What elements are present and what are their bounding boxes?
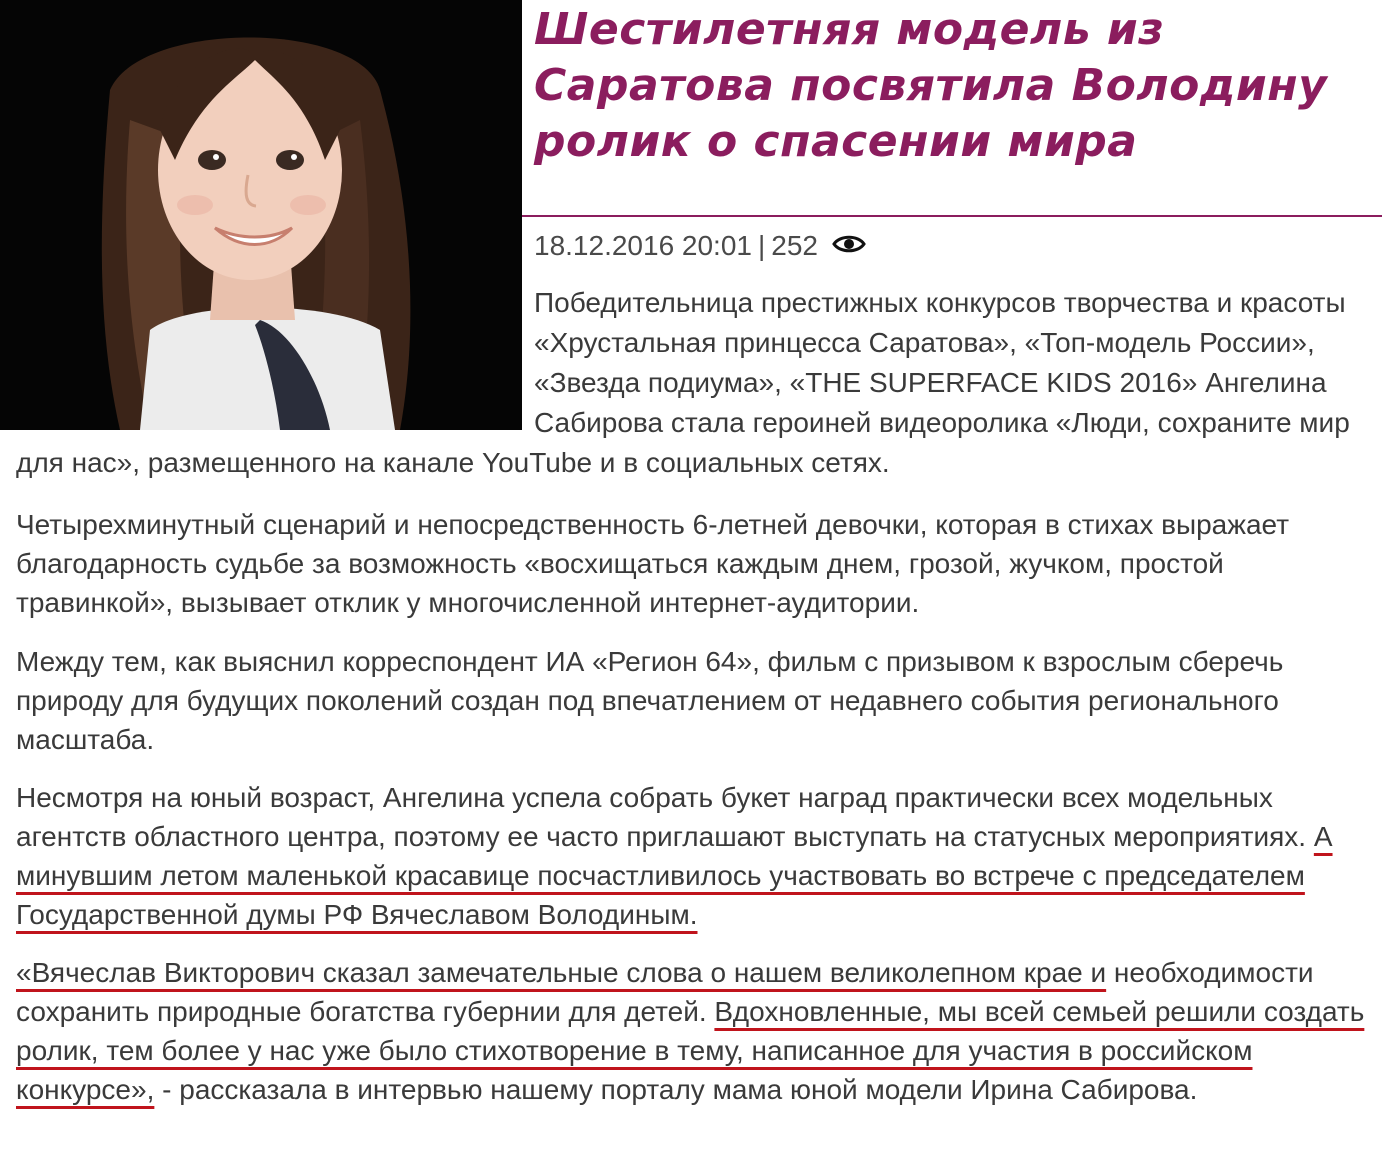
paragraph-5-underlined: Вдохновленные, мы всей семьей решили создать ролик, тем более у нас уже было стихотворение в тему, написанное для участия в российском конкурсе»,	[16, 996, 1365, 1105]
headline-divider	[522, 215, 1382, 217]
paragraph-4-text: Несмотря на юный возраст, Ангелина успела собрать букет наград практически всех модельных агентств областного центра, поэтому ее часто приглашают выступать на статусных мероприятиях.	[16, 782, 1314, 852]
view-count: 252	[771, 230, 818, 261]
paragraph-1-text: Победительница престижных конкурсов творчества и красоты «Хрустальная принцесса Саратова», «Топ-модель России», «Звезда подиума», «THE SUPERFACE KIDS 2016» Ангелина Сабирова стала героиней видеоролика «Люди, сохраните мир для нас», размещенного на канале YouTube и в социальных сетях.	[16, 287, 1350, 478]
paragraph-4	[16, 778, 1366, 934]
paragraph-5-quote-start: «Вячеслав Викторович сказал замечательные слова о нашем великолепном крае и	[16, 957, 1107, 988]
paragraph-5-attribution: - рассказала в интервью нашему порталу мама юной модели Ирина Сабирова.	[154, 1074, 1198, 1105]
eye-icon	[832, 228, 866, 264]
article-meta	[534, 228, 866, 264]
paragraph-1	[16, 283, 1356, 483]
paragraph-4-underlined: А минувшим летом маленькой красавице посчастливилось участвовать во встрече с председателем Государственной думы РФ Вячеславом Володиным.	[16, 821, 1333, 930]
article-datetime: 18.12.2016 20:01	[534, 230, 752, 261]
paragraph-5-text: необходимости сохранить природные богатства губернии для детей.	[16, 957, 1314, 1027]
article-headline: Шестилетняя модель из Саратова посвятила Володину ролик о спасении мира	[534, 4, 1328, 167]
meta-separator: |	[757, 230, 766, 261]
paragraph-2: Четырехминутный сценарий и непосредственность 6-летней девочки, которая в стихах выражает благодарность судьбе за возможность «восхищаться каждым днем, грозой, жучком, простой травинкой», вызывает отклик у многочисленной интернет-аудитории.	[16, 509, 1290, 618]
paragraph-3: Между тем, как выяснил корреспондент ИА «Регион 64», фильм с призывом к взрослым сберечь природу для будущих поколений создан под впечатлением от недавнего события регионального масштаба.	[16, 646, 1284, 755]
paragraph-5	[16, 953, 1366, 1109]
